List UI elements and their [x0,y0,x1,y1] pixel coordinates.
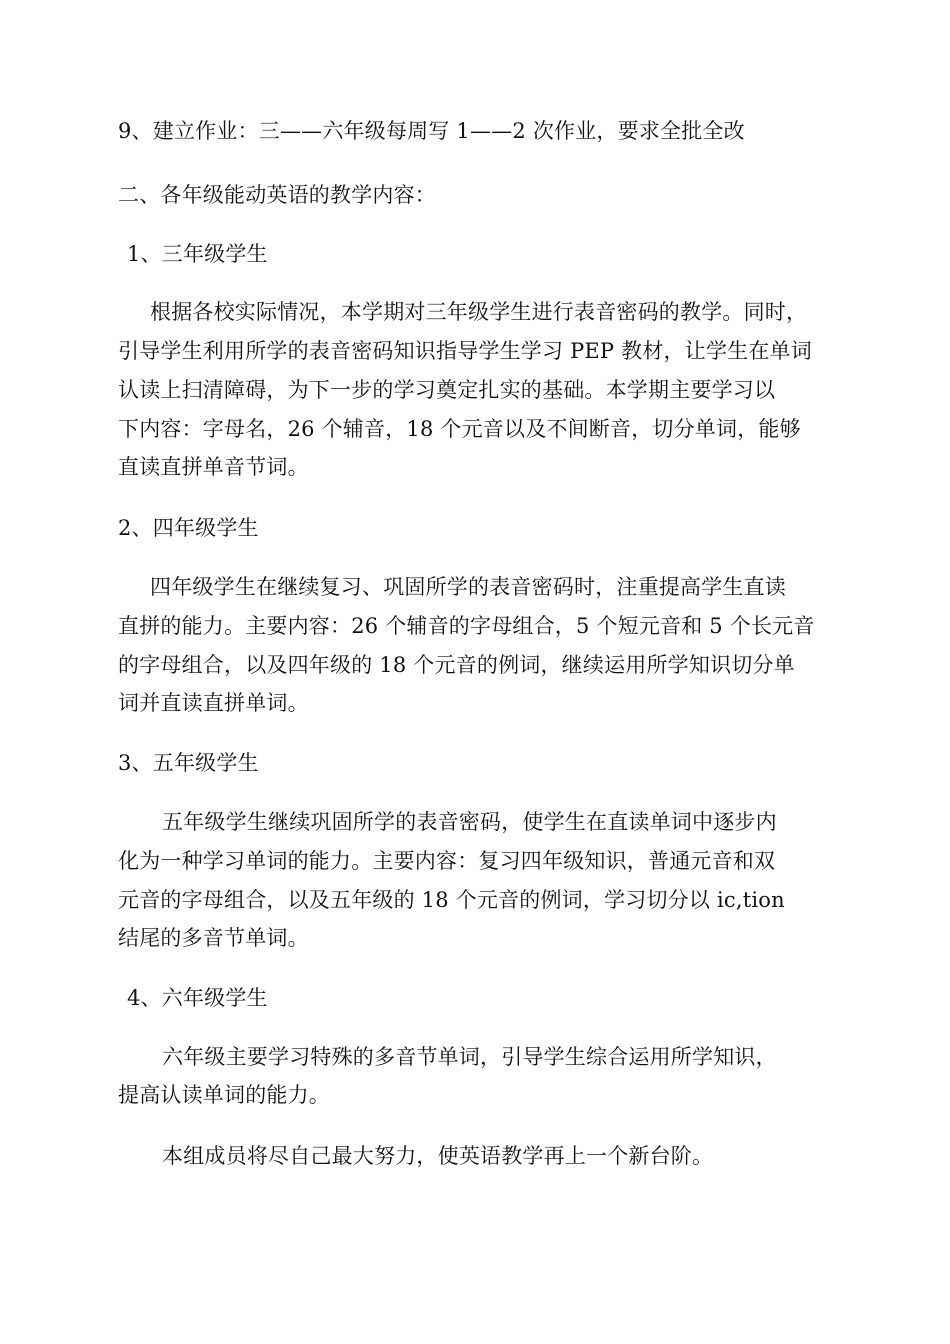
grade3-paragraph-line: 引导学生利用所学的表音密码知识指导学生学习 PEP 教材，让学生在单词 [118,339,812,363]
grade3-heading: 1、三年级学生 [127,242,268,266]
grade5-paragraph-line: 化为一种学习单词的能力。主要内容：复习四年级知识，普通元音和双 [118,849,776,873]
grade6-paragraph-line: 提高认读单词的能力。 [118,1083,330,1107]
grade4-heading: 2、四年级学生 [118,516,259,540]
grade5-paragraph-line: 元音的字母组合，以及五年级的 18 个元音的例词，学习切分以 ic,tion [118,888,785,912]
closing-statement: 本组成员将尽自己最大努力，使英语教学再上一个新台阶。 [162,1144,714,1168]
grade4-paragraph-line: 词并直读直拼单词。 [118,691,309,715]
grade6-paragraph-line: 六年级主要学习特殊的多音节单词，引导学生综合运用所学知识， [162,1045,777,1069]
grade3-paragraph-line: 下内容：字母名，26 个辅音，18 个元音以及不间断音，切分单词，能够 [118,417,801,441]
grade5-paragraph-line: 五年级学生继续巩固所学的表音密码，使学生在直读单词中逐步内 [162,810,777,834]
grade4-paragraph-line: 的字母组合，以及四年级的 18 个元音的例词，继续运用所学知识切分单 [118,653,795,677]
grade3-paragraph-line: 直读直拼单音节词。 [118,455,309,479]
grade5-heading: 3、五年级学生 [118,751,259,775]
grade5-paragraph-line: 结尾的多音节单词。 [118,926,309,950]
grade3-paragraph-line: 认读上扫清障碍，为下一步的学习奠定扎实的基础。本学期主要学习以 [118,378,776,402]
grade3-paragraph-line: 根据各校实际情况，本学期对三年级学生进行表音密码的教学。同时， [150,300,808,324]
grade4-paragraph-line: 四年级学生在继续复习、巩固所学的表音密码时，注重提高学生直读 [150,575,786,599]
grade4-paragraph-line: 直拼的能力。主要内容：26 个辅音的字母组合，5 个短元音和 5 个长元音 [118,614,815,638]
item-9-homework: 9、建立作业：三——六年级每周写 1——2 次作业，要求全批全改 [118,119,745,143]
section-heading-teaching-content: 二、各年级能动英语的教学内容： [118,183,436,207]
grade6-heading: 4、六年级学生 [127,986,268,1010]
